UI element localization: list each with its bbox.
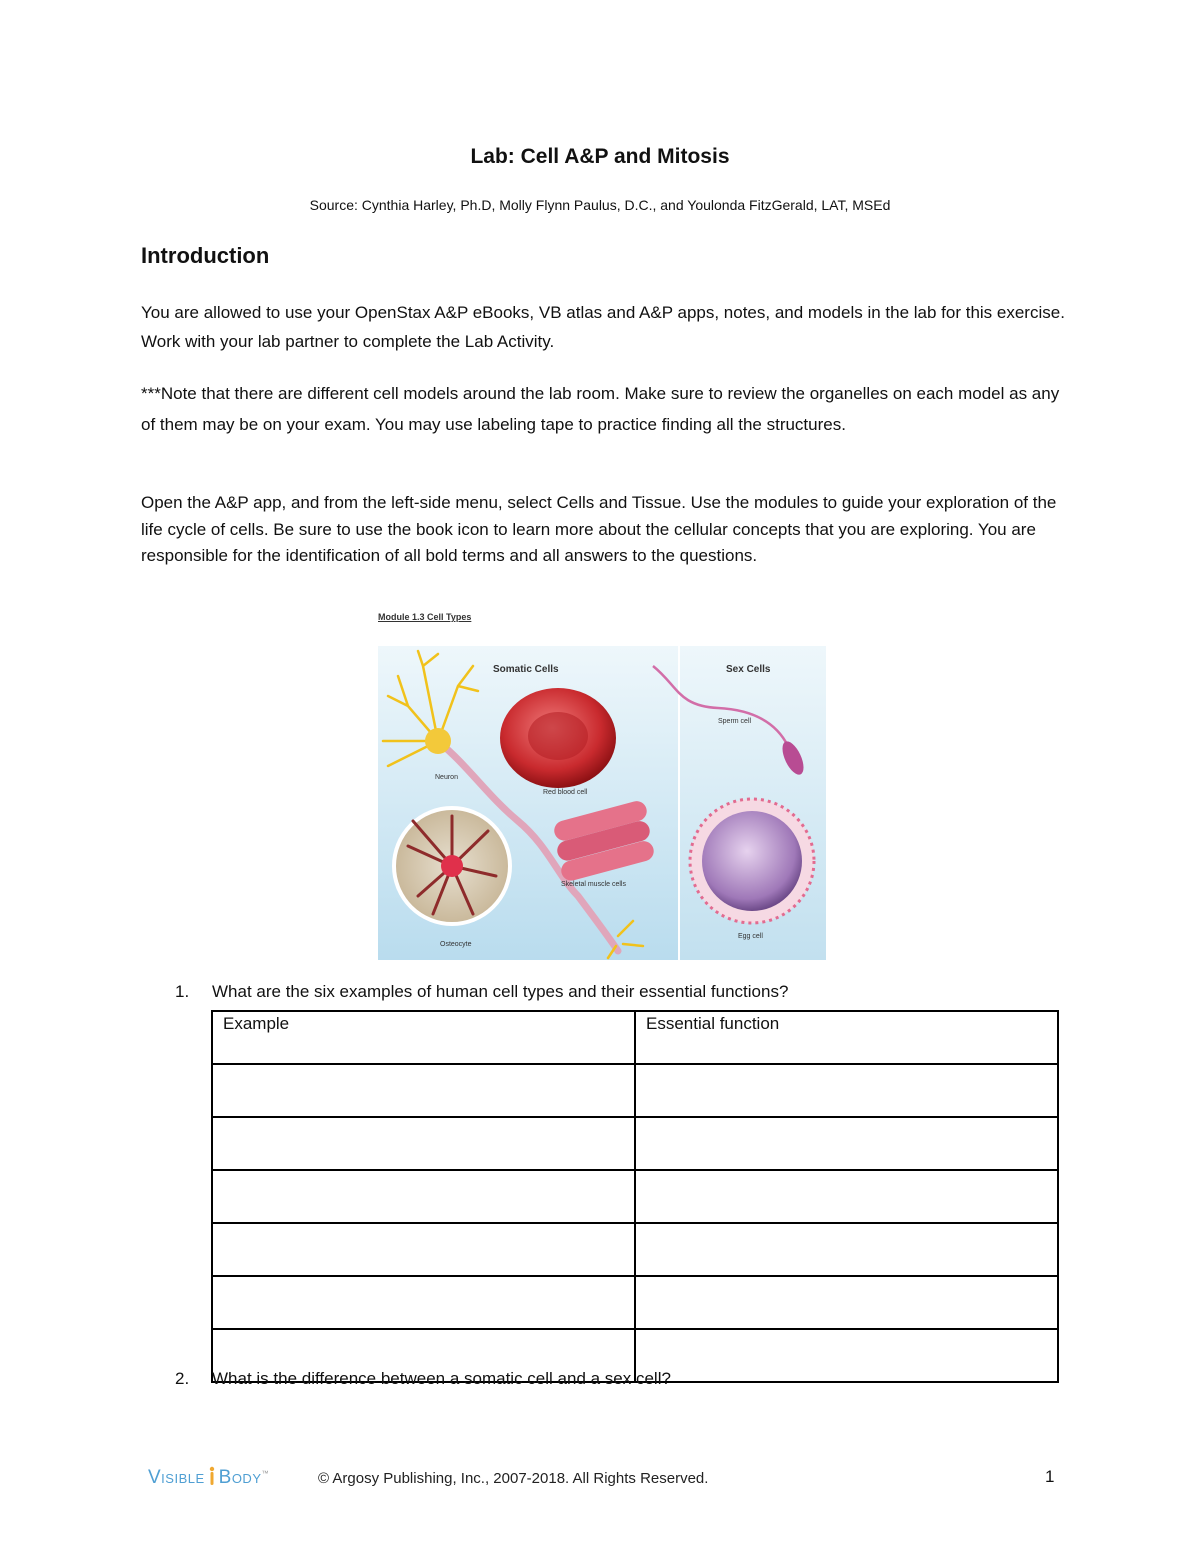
example-cell[interactable] <box>212 1064 635 1117</box>
question-1 <box>175 982 788 1002</box>
visible-body-logo <box>148 1466 269 1489</box>
table-row <box>212 1064 1058 1117</box>
example-cell[interactable] <box>212 1276 635 1329</box>
cell-types-table <box>211 1010 1059 1383</box>
cell-types-figure <box>378 612 826 960</box>
label-egg-cell: Egg cell <box>738 933 763 940</box>
logo-trademark: ™ <box>261 1470 269 1478</box>
sex-cells-title: Sex Cells <box>726 664 771 675</box>
question-1-number: 1. <box>175 982 190 1001</box>
label-sperm-cell: Sperm cell <box>718 718 752 725</box>
neuron-soma <box>425 728 451 754</box>
example-cell[interactable] <box>212 1170 635 1223</box>
function-cell[interactable] <box>635 1117 1058 1170</box>
cell-types-illustration <box>378 646 826 960</box>
header-example: Example <box>212 1011 635 1064</box>
document-title: Lab: Cell A&P and Mitosis <box>470 145 730 168</box>
label-red-blood-cell: Red blood cell <box>543 789 588 796</box>
table-row <box>212 1170 1058 1223</box>
label-neuron: Neuron <box>435 774 458 781</box>
label-skeletal-muscle: Skeletal muscle cells <box>561 881 626 888</box>
function-cell[interactable] <box>635 1276 1058 1329</box>
question-1-text: What are the six examples of human cell types and their essential functions? <box>212 982 789 1001</box>
function-cell[interactable] <box>635 1064 1058 1117</box>
example-cell[interactable] <box>212 1117 635 1170</box>
header-essential-function: Essential function <box>635 1011 1058 1064</box>
egg-cell-illustration <box>690 799 814 923</box>
table-header-row <box>212 1011 1058 1064</box>
function-cell[interactable] <box>635 1170 1058 1223</box>
somatic-cells-title: Somatic Cells <box>493 664 559 675</box>
page-number: 1 <box>1045 1467 1055 1486</box>
logo-body-text: Body <box>218 1467 262 1488</box>
question-2-number: 2. <box>175 1369 190 1388</box>
function-cell[interactable] <box>635 1223 1058 1276</box>
label-osteocyte: Osteocyte <box>440 941 472 948</box>
question-2-text: What is the difference between a somatic cell and a sex cell? <box>212 1369 671 1388</box>
intro-paragraph-2: ***Note that there are different cell models around the lab room. Make sure to review the organelles on each model as any of them may be on your exam. You may use labeling tape to practice finding all the structures. <box>141 384 1060 434</box>
logo-visible-text: Visible <box>148 1467 205 1488</box>
section-heading-introduction: Introduction <box>141 243 270 268</box>
question-2 <box>175 1369 671 1389</box>
person-figure-icon <box>207 1466 217 1486</box>
osteocyte-illustration <box>394 808 510 924</box>
copyright-notice: © Argosy Publishing, Inc., 2007-2018. All Rights Reserved. <box>318 1470 709 1487</box>
table-row <box>212 1276 1058 1329</box>
intro-paragraph-3: Open the A&P app, and from the left-side menu, select Cells and Tissue. Use the modules to guide your exploration of the life cycle of cells. Be sure to use the book icon to learn more about the cellular concepts that you are exploring. You are responsible for the identification of all bold terms and all answers to the questions. <box>141 493 1057 565</box>
source-credit: Source: Cynthia Harley, Ph.D, Molly Flynn Paulus, D.C., and Youlonda FitzGerald, LAT, MSEd <box>309 197 891 213</box>
function-cell[interactable] <box>635 1329 1058 1382</box>
example-cell[interactable] <box>212 1223 635 1276</box>
table-row <box>212 1117 1058 1170</box>
figure-caption: Module 1.3 Cell Types <box>378 612 472 622</box>
intro-paragraph-1: You are allowed to use your OpenStax A&P eBooks, VB atlas and A&P apps, notes, and models in the lab for this exercise. Work with your lab partner to complete the Lab Activity. <box>141 303 1065 351</box>
table-row <box>212 1223 1058 1276</box>
